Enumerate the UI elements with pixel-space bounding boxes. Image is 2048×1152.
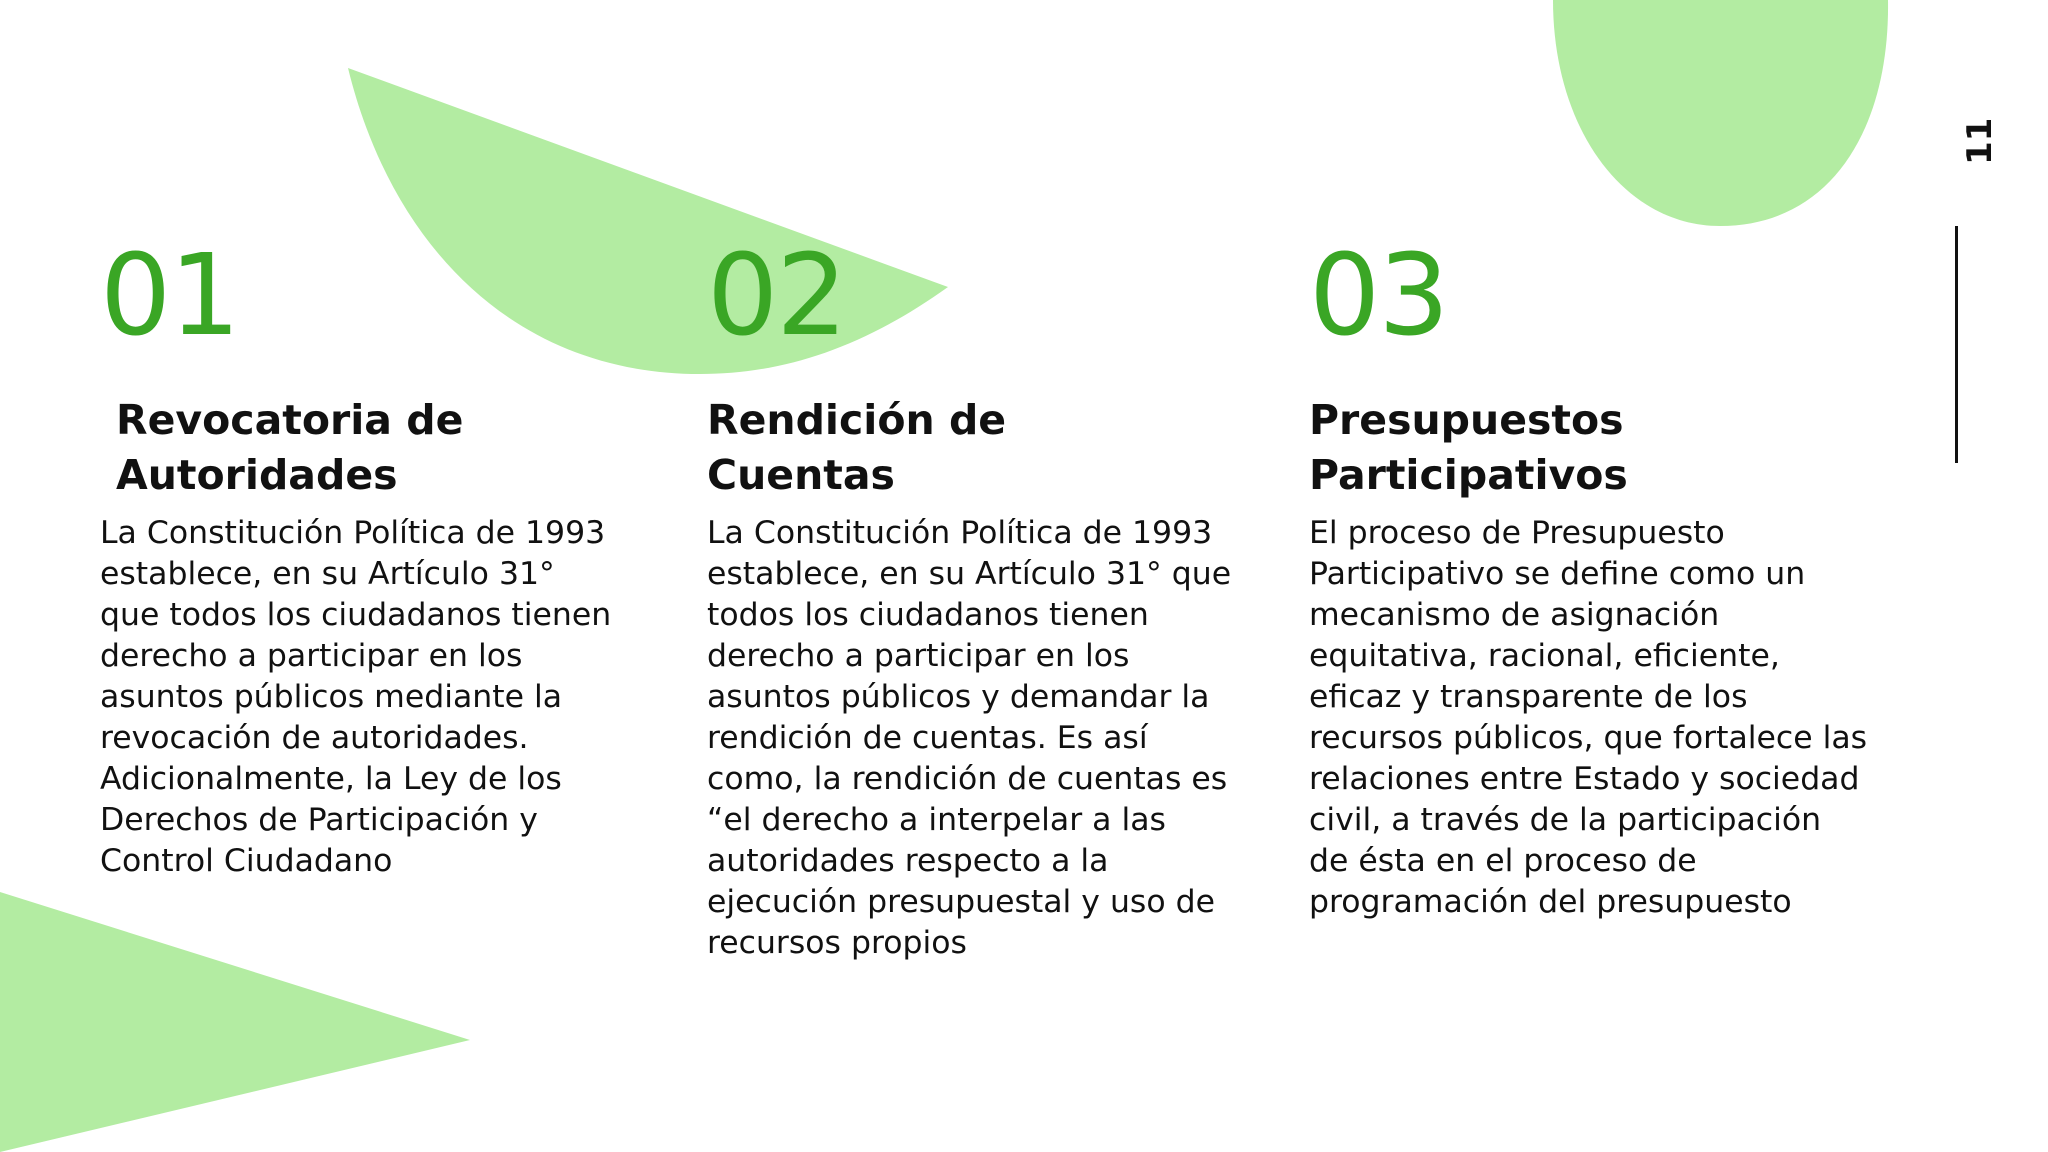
page-number: 11 [1960, 117, 2000, 165]
column-3 [1309, 231, 1868, 923]
section-number: 02 [707, 231, 846, 361]
section-title-text: Rendición de Cuentas [707, 396, 1007, 499]
section-title-text: Presupuestos Participativos [1309, 396, 1628, 499]
section-title [707, 393, 1127, 503]
section-number: 03 [1309, 231, 1448, 361]
section-body: La Constitución Política de 1993 establece, en su Artículo 31° que todos los ciudadanos tienen derecho a participar en los asuntos públicos mediante la revocación de autoridades. Adicionalmente, la Ley de los Derechos de Participación y Control Ciudadano [100, 515, 612, 879]
section-title [1309, 393, 1769, 503]
column-1 [100, 231, 640, 882]
page-number-rule [1955, 226, 1958, 463]
section-body: La Constitución Política de 1993 establece, en su Artículo 31° que todos los ciudadanos tienen derecho a participar en los asuntos públicos y demandar la rendición de cuentas. Es así como, la rendición de cuentas es “el derecho a interpelar a las autoridades respecto a la ejecución presupuestal y uso de recursos propios [707, 515, 1232, 961]
section-title [116, 393, 636, 503]
section-number: 01 [100, 231, 239, 361]
decor-oval-top-right [1553, 0, 1888, 226]
decor-triangle-bottom-left [0, 892, 470, 1152]
column-2 [707, 231, 1247, 964]
section-body: El proceso de Presupuesto Participativo se define como un mecanismo de asignación equitativa, racional, eficiente, eficaz y transparente de los recursos públicos, que fortalece las relaciones entre Estado y sociedad civil, a través de la participación de ésta en el proceso de programación del presupuesto [1309, 515, 1868, 920]
section-title-text: Revocatoria de Autoridades [116, 396, 464, 499]
